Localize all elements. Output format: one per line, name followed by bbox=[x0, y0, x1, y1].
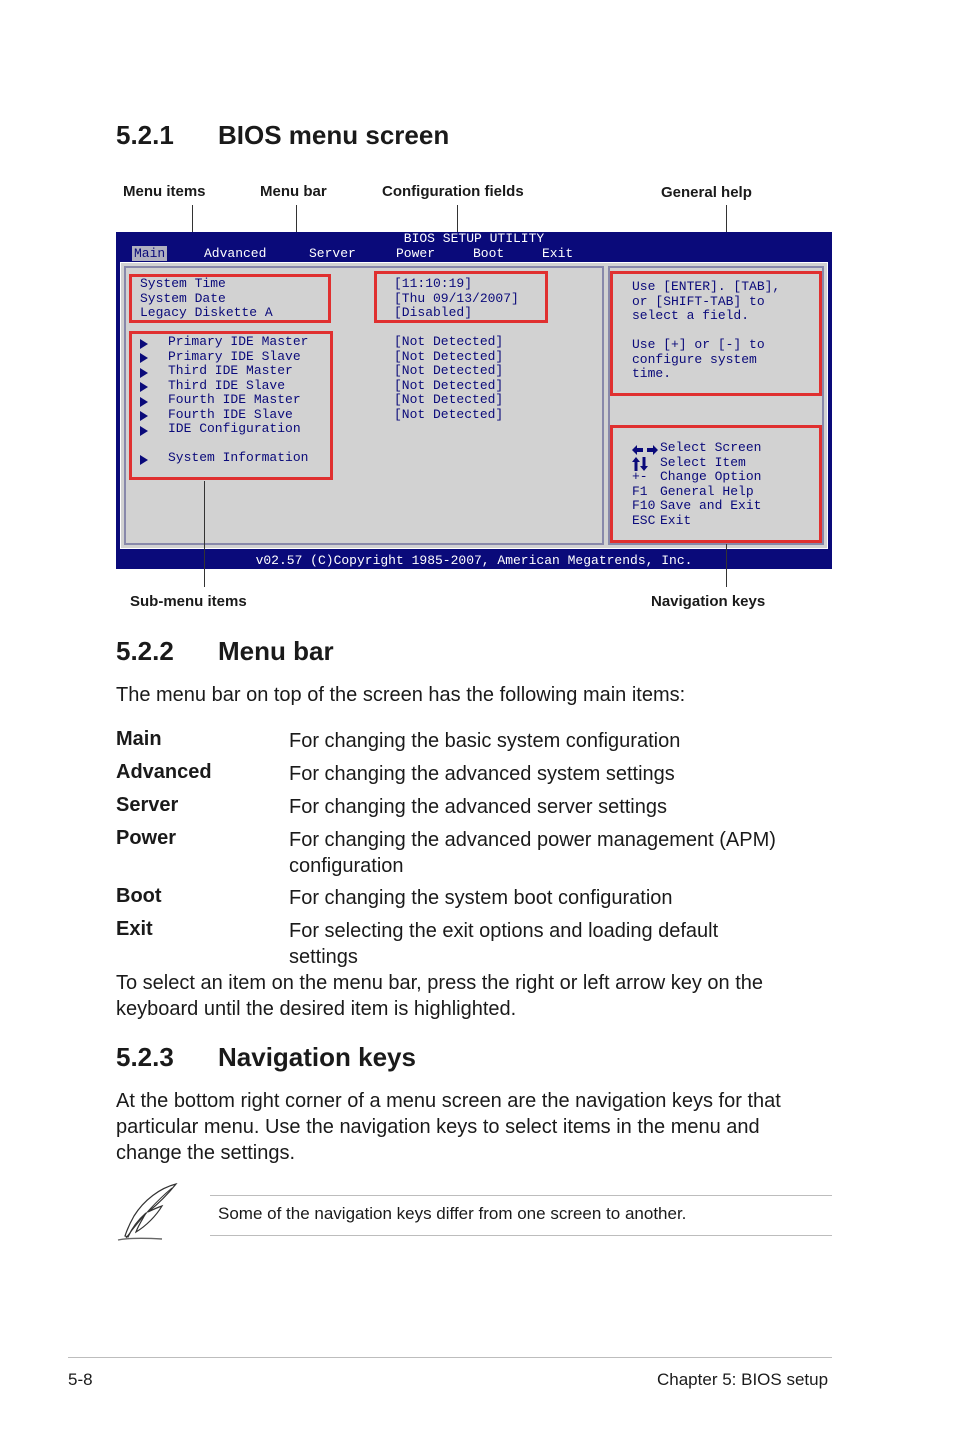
section-number: 5.2.2 bbox=[116, 636, 174, 666]
term-main: Main bbox=[116, 728, 162, 750]
highlight-general-help bbox=[610, 271, 822, 396]
section-title: BIOS menu screen bbox=[218, 120, 450, 150]
bios-submenu-primary-ide-slave[interactable]: Primary IDE Slave bbox=[168, 348, 301, 364]
menu-bar-outro: To select an item on the menu bar, press the right or left arrow key on the keyboard until the desired item is highlighted. bbox=[116, 972, 764, 1020]
desc-main: For changing the basic system configuration bbox=[289, 730, 681, 752]
nav-key: ESC bbox=[632, 512, 656, 528]
term-server: Server bbox=[116, 794, 179, 816]
section-heading-5-2-3 bbox=[116, 1042, 416, 1073]
navigation-keys-text: At the bottom right corner of a menu screen are the navigation keys for that particular menu. Use the navigation keys to select items in the menu and change the settings. bbox=[116, 1090, 781, 1164]
term-power: Power bbox=[116, 827, 177, 849]
callout-menu-bar: Menu bar bbox=[260, 183, 327, 200]
bios-menu-server[interactable]: Server bbox=[309, 246, 356, 261]
nav-save-and-exit: Save and Exit bbox=[660, 498, 762, 513]
bios-menu-exit[interactable]: Exit bbox=[542, 246, 574, 261]
bios-submenu-value: [Not Detected] bbox=[394, 392, 504, 407]
desc-advanced: For changing the advanced system settings bbox=[289, 763, 675, 785]
bios-value-system-time[interactable]: [11:10:19] bbox=[394, 276, 473, 291]
section-number: 5.2.3 bbox=[116, 1042, 174, 1072]
bios-help-line: configure system bbox=[632, 351, 757, 367]
callout-general-help: General help bbox=[661, 184, 752, 201]
nav-select-item: Select Item bbox=[660, 454, 746, 470]
bios-copyright: v02.57 (C)Copyright 1985-2007, American Megatrends, Inc. bbox=[255, 553, 693, 568]
bios-help-line: time. bbox=[632, 366, 672, 381]
menu-bar-intro: The menu bar on top of the screen has the following main items: bbox=[116, 684, 686, 706]
note-text: Some of the navigation keys differ from one screen to another. bbox=[218, 1204, 687, 1223]
bios-item-legacy-diskette[interactable]: Legacy Diskette A bbox=[140, 305, 273, 320]
bios-submenu-value: [Not Detected] bbox=[394, 377, 504, 393]
bios-submenu-value: [Not Detected] bbox=[394, 363, 504, 378]
bios-menu-boot[interactable]: Boot bbox=[473, 246, 505, 261]
highlight-sub-menu-items bbox=[129, 331, 333, 480]
highlight-navigation-keys bbox=[610, 425, 822, 543]
desc-power: For changing the advanced power management (APM) configuration bbox=[289, 829, 776, 877]
callout-sub-menu-items: Sub-menu items bbox=[130, 593, 247, 610]
note-top-rule bbox=[210, 1195, 832, 1196]
callout-menu-items: Menu items bbox=[123, 183, 206, 200]
nav-key: F10 bbox=[632, 498, 656, 513]
section-title: Navigation keys bbox=[218, 1042, 416, 1072]
leader-line-navigation-keys bbox=[726, 544, 727, 587]
section-heading-5-2-2 bbox=[116, 636, 334, 667]
callout-navigation-keys: Navigation keys bbox=[651, 593, 766, 610]
bios-help-line: Use [ENTER]. [TAB], bbox=[632, 279, 781, 294]
nav-exit: Exit bbox=[660, 512, 692, 528]
nav-change-option: Change Option bbox=[660, 469, 762, 484]
nav-select-screen: Select Screen bbox=[660, 440, 762, 455]
bios-help-line: select a field. bbox=[632, 308, 750, 323]
bios-submenu-ide-configuration[interactable]: IDE Configuration bbox=[168, 421, 301, 436]
term-advanced: Advanced bbox=[116, 761, 212, 783]
chapter-label: Chapter 5: BIOS setup bbox=[657, 1370, 829, 1389]
quill-note-icon bbox=[116, 1182, 180, 1244]
bios-submenu-system-information[interactable]: System Information bbox=[168, 450, 309, 465]
bios-submenu-third-ide-slave[interactable]: Third IDE Slave bbox=[168, 377, 286, 393]
bios-help-line: Use [+] or [-] to bbox=[632, 337, 765, 352]
highlight-menu-items bbox=[129, 274, 331, 323]
nav-key: F1 bbox=[632, 483, 648, 499]
bios-value-system-date[interactable]: [Thu 09/13/2007] bbox=[394, 290, 519, 306]
bios-submenu-value: [Not Detected] bbox=[394, 334, 504, 349]
bios-menu-main[interactable]: Main bbox=[134, 246, 166, 261]
desc-server: For changing the advanced server settings bbox=[289, 796, 667, 818]
desc-exit: For selecting the exit options and loading default settings bbox=[289, 920, 719, 968]
bios-item-system-date[interactable]: System Date bbox=[140, 290, 226, 306]
bios-menu-advanced[interactable]: Advanced bbox=[204, 246, 267, 261]
footer-rule bbox=[68, 1357, 832, 1358]
bios-submenu-fourth-ide-master[interactable]: Fourth IDE Master bbox=[168, 392, 301, 407]
bios-submenu-value: [Not Detected] bbox=[394, 406, 504, 422]
page-number: 5-8 bbox=[68, 1370, 93, 1389]
bios-title: BIOS SETUP UTILITY bbox=[403, 231, 545, 246]
term-boot: Boot bbox=[116, 885, 162, 907]
term-exit: Exit bbox=[116, 918, 153, 940]
bios-submenu-fourth-ide-slave[interactable]: Fourth IDE Slave bbox=[168, 406, 293, 422]
bios-submenu-value: [Not Detected] bbox=[394, 348, 504, 364]
bios-menu-power[interactable]: Power bbox=[396, 246, 436, 261]
bios-value-legacy-diskette[interactable]: [Disabled] bbox=[394, 305, 473, 320]
note-bottom-rule bbox=[210, 1235, 832, 1236]
section-number: 5.2.1 bbox=[116, 120, 174, 150]
bios-submenu-primary-ide-master[interactable]: Primary IDE Master bbox=[168, 334, 309, 349]
leader-line-sub-menu-items bbox=[204, 481, 205, 587]
nav-general-help: General Help bbox=[660, 483, 754, 499]
bios-submenu-third-ide-master[interactable]: Third IDE Master bbox=[168, 363, 293, 378]
bios-help-line: or [SHIFT-TAB] to bbox=[632, 293, 765, 309]
callout-configuration-fields: Configuration fields bbox=[382, 183, 524, 200]
highlight-configuration-fields bbox=[374, 271, 548, 323]
section-heading-5-2-1 bbox=[116, 120, 449, 151]
section-title: Menu bar bbox=[218, 636, 334, 666]
desc-boot: For changing the system boot configuration bbox=[289, 887, 673, 909]
nav-key: +- bbox=[632, 469, 648, 484]
bios-item-system-time[interactable]: System Time bbox=[140, 276, 226, 291]
bios-menu-bar bbox=[116, 246, 832, 262]
